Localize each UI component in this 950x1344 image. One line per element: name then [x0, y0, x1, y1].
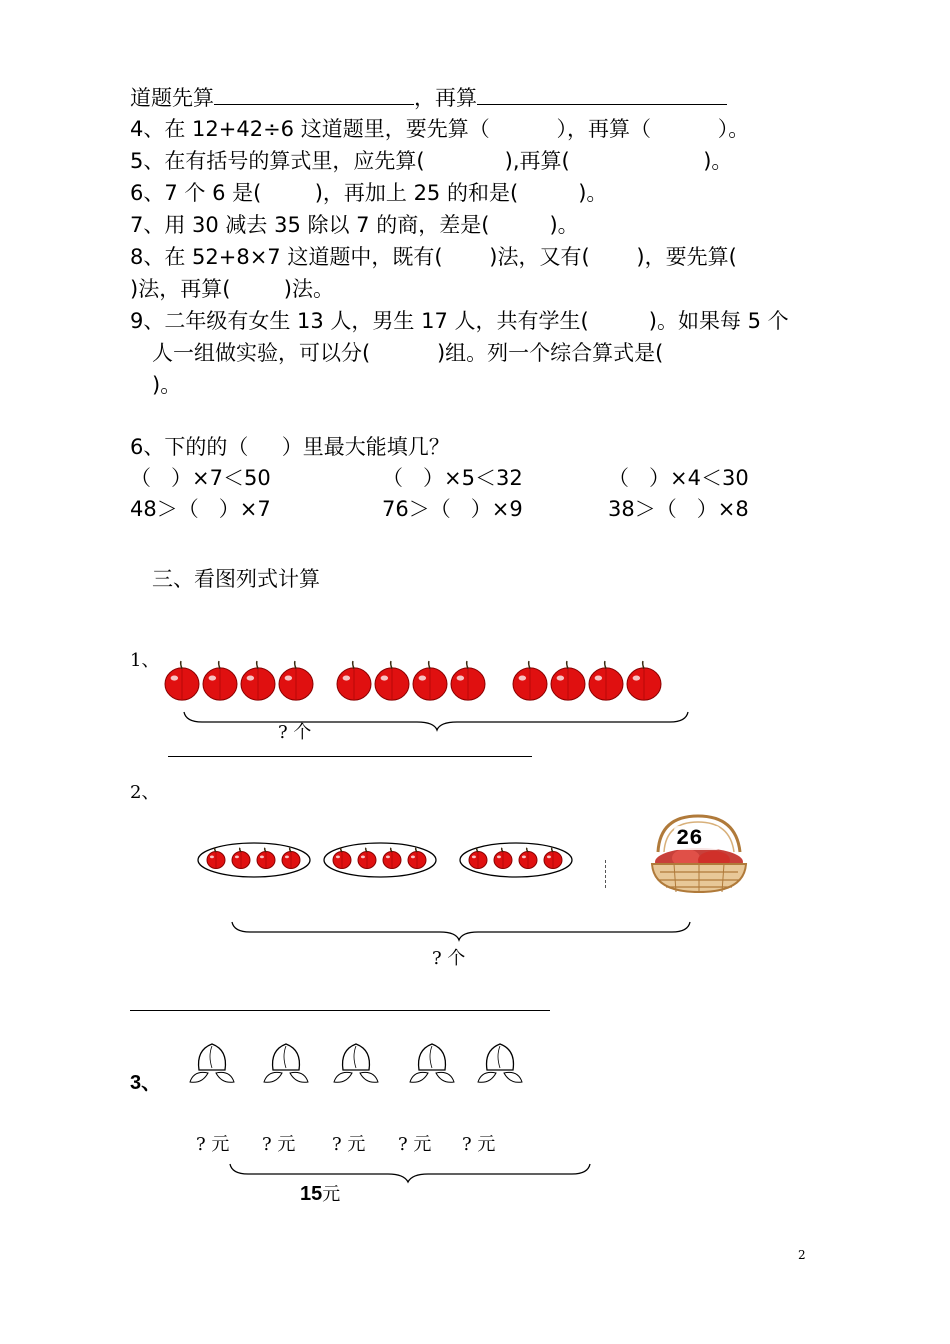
- peach-icon: [264, 1044, 308, 1082]
- question-5: 5、在有括号的算式里，应先算( ),再算( )。: [130, 149, 733, 173]
- q3-brace: [228, 1162, 592, 1184]
- question-7: 7、用 30 减去 35 除以 7 的商，差是( )。: [130, 213, 579, 237]
- inequality-1: （ ）×7＜50: [130, 466, 271, 490]
- fill-largest-title: 6、下的的（ ）里最大能填几？: [130, 435, 450, 459]
- q3-label: 3、: [130, 1072, 162, 1094]
- question-8-continuation: )法，再算( )法。: [130, 277, 334, 301]
- basket-count: 26: [676, 826, 703, 851]
- peach-icon: [478, 1044, 522, 1082]
- q1-brace-label: ? 个: [278, 722, 312, 743]
- peach-icon: [410, 1044, 454, 1082]
- q1-answer-line[interactable]: [168, 756, 532, 757]
- apple-icon: [203, 661, 237, 700]
- question-9-continuation: 人一组做实验，可以分( )组。列一个综合算式是(: [152, 341, 664, 365]
- apple-icon: [513, 661, 547, 700]
- q2-answer-line[interactable]: [130, 1010, 550, 1011]
- question-3-continuation: 道题先算 ，再算: [130, 82, 727, 113]
- apple-icon: [451, 661, 485, 700]
- inequality-3: （ ）×4＜30: [608, 466, 749, 490]
- price-label-2: ? 元: [262, 1134, 296, 1155]
- q1-label: 1、: [130, 650, 160, 671]
- price-label-5: ? 元: [462, 1134, 496, 1155]
- q1-brace: [182, 710, 692, 732]
- apple-icon: [241, 661, 275, 700]
- peach-icon: [334, 1044, 378, 1082]
- q2-brace: [230, 920, 692, 942]
- price-label-4: ? 元: [398, 1134, 432, 1155]
- question-9-end: )。: [152, 373, 182, 397]
- q2-brace-label: ? 个: [432, 948, 466, 969]
- question-6: 6、7 个 6 是( )，再加上 25 的和是( )。: [130, 181, 608, 205]
- q2-plate-row: [198, 838, 598, 882]
- q3-total: 15元: [300, 1183, 341, 1205]
- answer-blank[interactable]: [477, 82, 727, 105]
- apple-icon: [375, 661, 409, 700]
- inequality-2: （ ）×5＜32: [382, 466, 523, 490]
- apple-icon: [165, 661, 199, 700]
- q2-label: 2、: [130, 782, 160, 803]
- inequality-4: 48＞（ ）×7: [130, 497, 271, 521]
- answer-blank[interactable]: [214, 82, 414, 105]
- price-label-1: ? 元: [196, 1134, 230, 1155]
- inequality-5: 76＞（ ）×9: [382, 497, 523, 521]
- question-4: 4、在 12+42÷6 这道题里，要先算（ ），再算（ ）。: [130, 117, 750, 141]
- apple-icon: [337, 661, 371, 700]
- peach-icon: [190, 1044, 234, 1082]
- apple-icon: [551, 661, 585, 700]
- question-8: 8、在 52+8×7 这道题中，既有( )法，又有( )，要先算(: [130, 245, 737, 269]
- apple-icon: [589, 661, 623, 700]
- inequality-6: 38＞（ ）×8: [608, 497, 749, 521]
- page-number: 2: [798, 1248, 806, 1262]
- price-label-3: ? 元: [332, 1134, 366, 1155]
- q3-peach-row: [190, 1040, 530, 1088]
- section-three-title: 三、看图列式计算: [152, 567, 320, 591]
- apple-icon: [279, 661, 313, 700]
- question-9: 9、二年级有女生 13 人，男生 17 人，共有学生( )。如果每 5 个: [130, 309, 789, 333]
- separator-mark: [605, 860, 607, 888]
- q1-apple-row: [160, 658, 680, 708]
- apple-icon: [627, 661, 661, 700]
- apple-icon: [413, 661, 447, 700]
